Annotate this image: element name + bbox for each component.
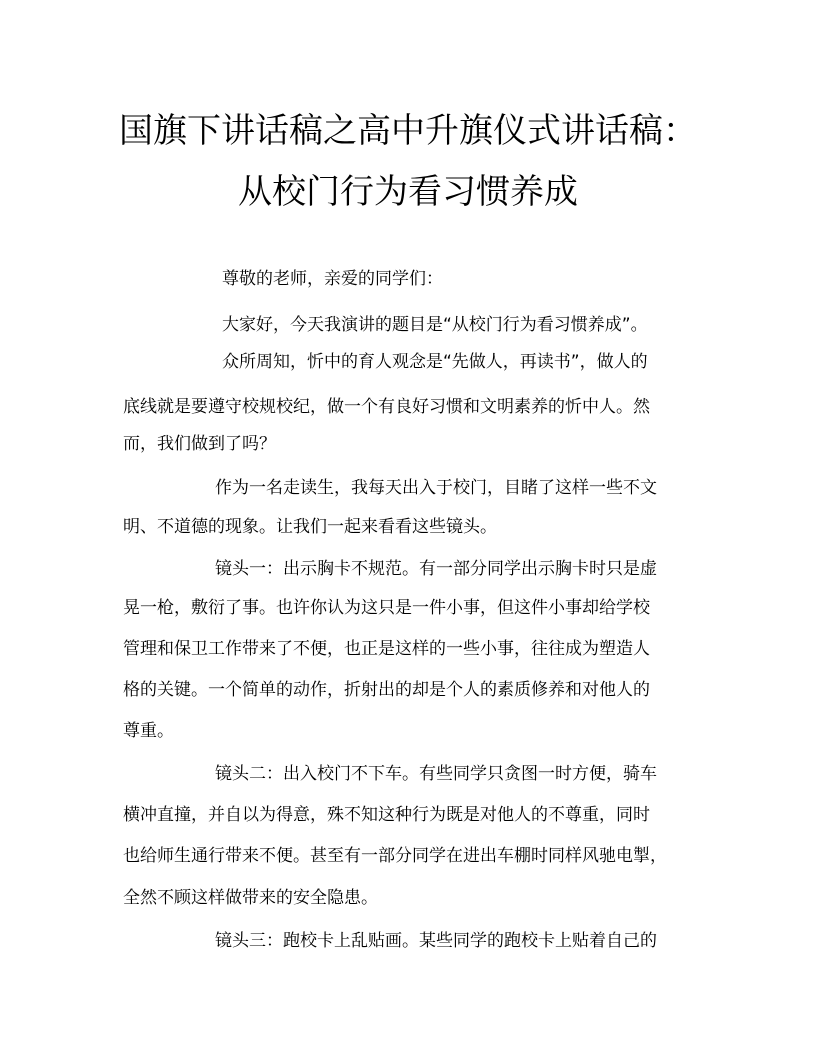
paragraph-line: 作为一名走读生，我每天出入于校门，目睹了这样一些不文	[215, 478, 657, 498]
intro-line: 大家好，今天我演讲的题目是“从校门行为看习惯养成”。	[222, 315, 648, 335]
paragraph-line: 横冲直撞，并自以为得意，殊不知这种行为既是对他人的不尊重，同时	[123, 805, 650, 825]
document-title-line-2: 从校门行为看习惯养成	[238, 172, 578, 212]
document-title-line-1: 国旗下讲话稿之高中升旗仪式讲话稿：	[119, 111, 697, 151]
paragraph-line: 镜头三：跑校卡上乱贴画。某些同学的跑校卡上贴着自己的	[215, 931, 657, 951]
paragraph-line: 全然不顾这样做带来的安全隐患。	[123, 888, 378, 908]
paragraph-line: 晃一枪，敷衍了事。也许你认为这只是一件小事，但这件小事却给学校	[123, 598, 650, 618]
paragraph-line: 底线就是要遵守校规校纪，做一个有良好习惯和文明素养的忻中人。然	[123, 397, 650, 417]
paragraph-line: 尊重。	[123, 721, 174, 741]
paragraph-line: 也给师生通行带来不便。甚至有一部分同学在进出车棚时同样风驰电掣，	[123, 846, 667, 866]
paragraph-line: 明、不道德的现象。让我们一起来看看这些镜头。	[123, 517, 497, 537]
paragraph-line: 众所周知，忻中的育人观念是“先做人，再读书”，做人的	[222, 352, 648, 372]
paragraph-line: 镜头一：出示胸卡不规范。有一部分同学出示胸卡时只是虚	[215, 559, 657, 579]
paragraph-line: 格的关键。一个简单的动作，折射出的却是个人的素质修养和对他人的	[123, 680, 650, 700]
salutation-line: 尊敬的老师，亲爱的同学们：	[222, 269, 443, 289]
paragraph-line: 而，我们做到了吗？	[123, 434, 276, 454]
paragraph-line: 管理和保卫工作带来了不便，也正是这样的一些小事，往往成为塑造人	[123, 639, 650, 659]
paragraph-line: 镜头二：出入校门不下车。有些同学只贪图一时方便，骑车	[215, 764, 657, 784]
